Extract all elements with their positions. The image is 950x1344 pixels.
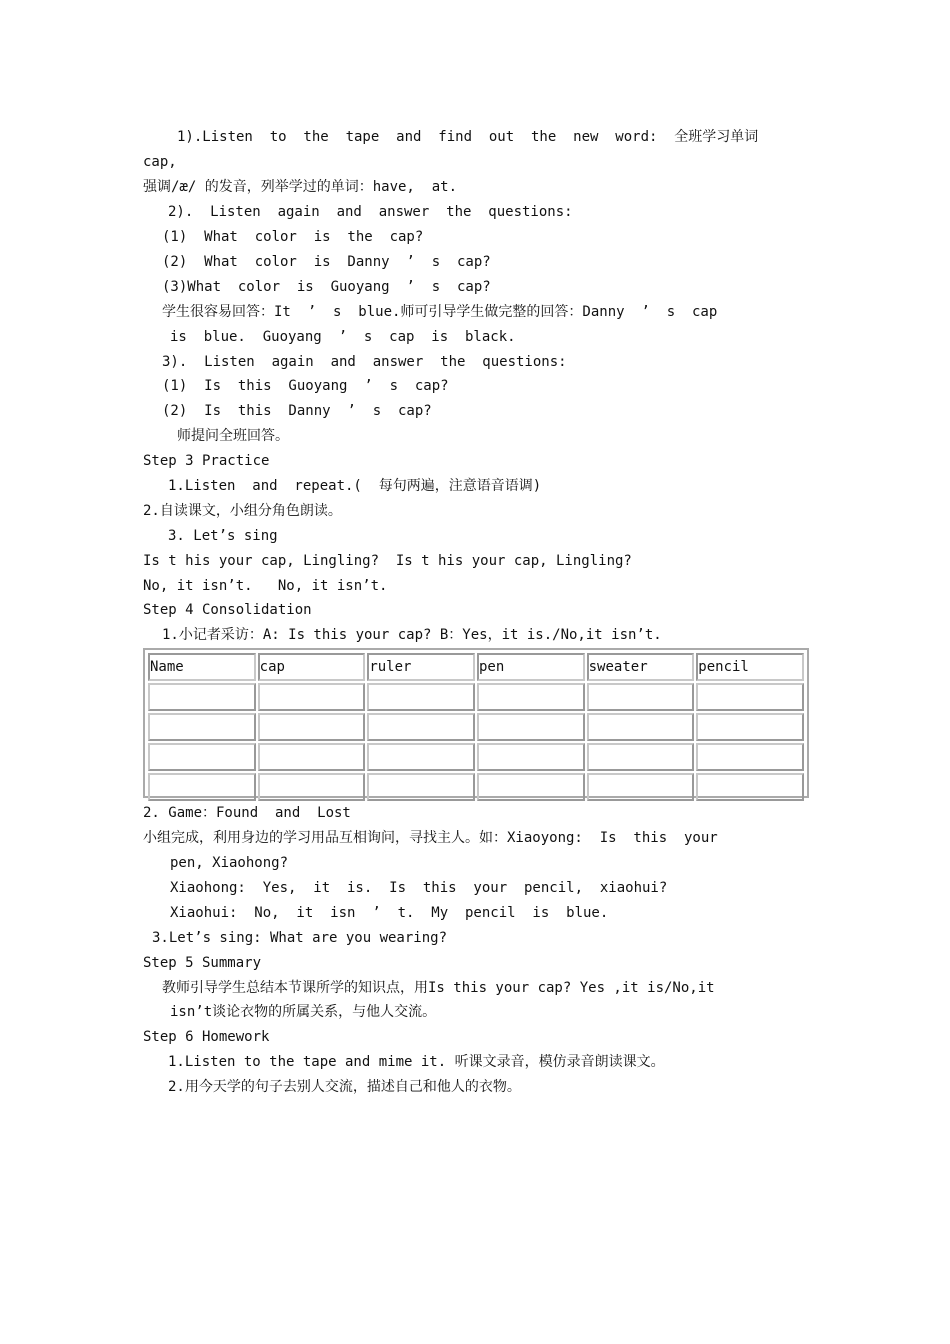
table-header-cell: Name (148, 653, 256, 681)
section-heading: Step 3 Practice (143, 453, 270, 469)
table-cell (477, 743, 585, 771)
table-cell (477, 683, 585, 711)
text-line: 学生很容易回答：It ’ s blue.师可引导学生做完整的回答：Danny ’ s cap (162, 304, 718, 320)
interview-table (143, 648, 809, 798)
section-heading: Step 6 Homework (143, 1029, 270, 1045)
text-line: Xiaohui: No, it isn ’ t. My pencil is blue. (170, 905, 609, 921)
text-line: 3.Let’s sing: What are you wearing? (152, 930, 448, 946)
table-cell (258, 743, 366, 771)
text-line: 3. Let’s sing (168, 528, 278, 544)
table-header-cell: ruler (367, 653, 475, 681)
table-cell (587, 743, 695, 771)
table-cell (148, 773, 256, 801)
section-heading: Step 5 Summary (143, 955, 262, 971)
table-cell (367, 713, 475, 741)
text-line: 师提问全班回答。 (177, 428, 289, 444)
table-cell (367, 683, 475, 711)
table-row (148, 773, 804, 801)
table-cell (258, 683, 366, 711)
text-line: 1.Listen to the tape and mime it. 听课文录音，模仿录音朗读课文。 (168, 1054, 665, 1070)
table-cell (587, 773, 695, 801)
text-line: Xiaohong: Yes, it is. Is this your pencil, xiaohui? (170, 880, 668, 896)
table-cell (587, 713, 695, 741)
table-header-cell: cap (258, 653, 366, 681)
table-header-row (148, 653, 804, 681)
text-line: 小组完成，利用身边的学习用品互相询问，寻找主人。如：Xiaoyong: Is this your (143, 830, 718, 846)
text-line: (2) What color is Danny ’ s cap? (162, 254, 491, 270)
section-heading: Step 4 Consolidation (143, 602, 312, 618)
table-cell (477, 713, 585, 741)
table-cell (696, 743, 804, 771)
table-cell (696, 713, 804, 741)
table-header-cell: sweater (587, 653, 695, 681)
table-cell (696, 683, 804, 711)
text-line: 2). Listen again and answer the questions: (168, 204, 573, 220)
text-line: 2.用今天学的句子去别人交流，描述自己和他人的衣物。 (168, 1079, 521, 1095)
table-row (148, 743, 804, 771)
text-line: isn’t谈论衣物的所属关系，与他人交流。 (170, 1004, 437, 1020)
table-header-cell: pen (477, 653, 585, 681)
text-line: 2.自读课文，小组分角色朗读。 (143, 503, 342, 519)
table-row (148, 713, 804, 741)
text-line: 1.Listen and repeat.( 每句两遍，注意语音语调) (168, 478, 542, 494)
table-cell (148, 743, 256, 771)
text-line: 1.小记者采访：A: Is this your cap? B：Yes，it is./No,it isn’t. (162, 627, 662, 643)
text-line: Is t his your cap, Lingling? Is t his your cap, Lingling? (143, 553, 632, 569)
table-cell (696, 773, 804, 801)
text-line: 1).Listen to the tape and find out the new word: 全班学习单词 (177, 129, 759, 145)
text-line: (1) Is this Guoyang ’ s cap? (162, 378, 449, 394)
table-cell (587, 683, 695, 711)
text-line: (2) Is this Danny ’ s cap? (162, 403, 432, 419)
table-header-cell: pencil (696, 653, 804, 681)
table-cell (148, 713, 256, 741)
table-cell (477, 773, 585, 801)
table-row (148, 683, 804, 711)
text-line: No, it isn’t. No, it isn’t. (143, 578, 388, 594)
table-cell (367, 773, 475, 801)
text-line: 教师引导学生总结本节课所学的知识点，用Is this your cap? Yes ,it is/No,it (162, 980, 715, 996)
text-line: pen, Xiaohong? (170, 855, 289, 871)
text-line: cap, (143, 154, 177, 170)
text-line: 2. Game：Found and Lost (143, 805, 351, 821)
text-line: 强调/æ/ 的发音，列举学过的单词：have, at. (143, 179, 458, 195)
table-cell (258, 713, 366, 741)
text-line: (3)What color is Guoyang ’ s cap? (162, 279, 491, 295)
table-cell (258, 773, 366, 801)
table-cell (148, 683, 256, 711)
text-line: (1) What color is the cap? (162, 229, 424, 245)
text-line: 3). Listen again and answer the questions: (162, 354, 567, 370)
text-line: is blue. Guoyang ’ s cap is black. (170, 329, 516, 345)
table-cell (367, 743, 475, 771)
